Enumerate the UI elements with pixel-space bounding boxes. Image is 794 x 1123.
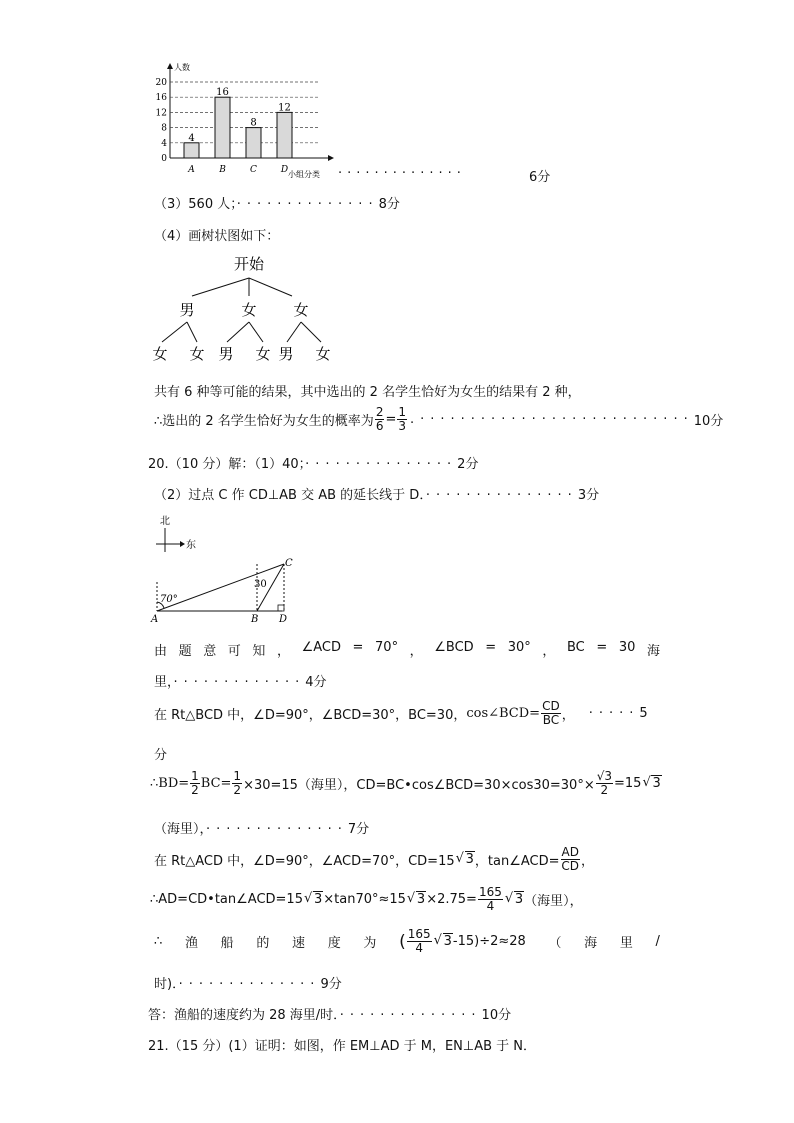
bar-A	[184, 143, 199, 158]
q20-part1: 20.（10 分）解：（1）40；···············2分	[148, 457, 479, 472]
known-word: =	[352, 640, 364, 655]
fraction: $\frac{1}{3}$	[398, 405, 406, 433]
tree-l1-1: 女	[241, 301, 257, 319]
fraction: $\frac{CD}{BC}$	[542, 699, 560, 727]
tree-l2-0: 女	[152, 345, 168, 363]
y-tick-label: 20	[155, 78, 167, 88]
fraction: $\frac{AD}{CD}$	[561, 845, 580, 873]
tree-diagram	[145, 250, 345, 365]
label-B: B	[251, 614, 259, 624]
y-tick-label: 4	[161, 138, 167, 149]
score-8: 8分	[378, 197, 400, 212]
probability-line: ∴选出的 2 名学生恰好为女生的概率为 $\frac{2}{6}$ = $\frac{1}{3}$ .··························· 10分	[154, 405, 724, 433]
y-tick-label: 16	[155, 93, 167, 104]
sqrt: √ 3	[304, 892, 323, 907]
known-word: ，	[542, 644, 556, 659]
data-label-A: 4	[188, 132, 195, 144]
dot-leader: ·············	[173, 675, 306, 690]
bar-C	[246, 128, 261, 158]
geometry-figure	[150, 512, 300, 624]
sqrt: √ 3	[642, 776, 661, 791]
score-5-unit: 分	[154, 748, 168, 763]
known-word: 海	[646, 644, 660, 659]
bd-line: ∴BD= $\frac{1}{2}$ BC= $\frac{1}{2}$ ×30=15（海里），CD=BC•cos∠BCD=30×cos30=30°× $\frac{√3}{2}$ =15 √ 3	[150, 770, 662, 797]
known-line	[154, 640, 660, 659]
score-7: 7分	[347, 822, 370, 837]
sqrt: √ 3	[434, 934, 453, 949]
tree-l2-5: 女	[315, 345, 331, 363]
ad-line: ∴AD=CD•tan∠ACD=15 √ 3 ×tan70°≈15 √ 3 ×2.75= $\frac{165}{4}$ √ 3 （海里），	[150, 886, 583, 913]
known-word: ，	[276, 644, 290, 659]
part3-answer: （3）560 人；··············8分	[154, 197, 400, 212]
tree-l2-2: 男	[218, 345, 234, 363]
speed-line: ∴ 渔 船 的 速 度 为 ( $\frac{165}{4}$ √ 3 -15)÷2≈28 （ 海 里 /	[154, 928, 660, 955]
rt-acd-line: 在 Rt△ACD 中，∠D=90°，∠ACD=70°，CD=15 √ 3 ，tan∠ACD= $\frac{AD}{CD}$ ，	[154, 846, 594, 873]
known-word: 30	[618, 640, 636, 655]
known-word: =	[596, 640, 608, 655]
tree-l2-4: 男	[278, 345, 294, 363]
known-word: 题	[178, 644, 192, 659]
label-30: 30	[254, 579, 267, 590]
tree-l2-3: 女	[255, 345, 271, 363]
fraction: $\frac{165}{4}$	[478, 885, 502, 913]
label-A: A	[151, 614, 159, 624]
known-word: ∠BCD	[434, 640, 474, 655]
score-6: 6分	[529, 170, 551, 185]
x-axis-arrow	[328, 155, 334, 161]
known-word: 30°	[507, 640, 531, 655]
bar-D	[277, 112, 292, 158]
score-9: 9分	[320, 977, 342, 992]
known-word: =	[485, 640, 497, 655]
fraction: $\frac{2}{6}$	[375, 405, 384, 433]
y-tick-label: 0	[161, 154, 167, 164]
y-tick-label: 8	[161, 123, 167, 134]
speed-expression: ( $\frac{165}{4}$ √ 3 -15)÷2≈28	[399, 928, 526, 955]
dot-leader: ··············	[236, 197, 379, 212]
dot-leader: ··············	[178, 977, 321, 992]
fraction: $\frac{1}{2}$	[233, 769, 242, 797]
label-C: C	[285, 558, 293, 569]
score-4: 4分	[305, 675, 327, 690]
sqrt: √ 3	[505, 892, 524, 907]
bar-chart	[148, 62, 398, 182]
fraction: $\frac{1}{2}$	[191, 769, 199, 797]
tree-l1-2: 女	[293, 301, 309, 319]
sqrt: √ 3	[456, 852, 475, 867]
compass-north: 北	[160, 516, 170, 527]
score-5: 5	[639, 706, 648, 721]
category-label-C: C	[250, 165, 257, 175]
compass-east: 东	[186, 540, 196, 551]
known-word: ，	[409, 644, 423, 659]
q21-line: 21.（15 分）(1）证明：如图，作 EM⊥AD 于 M，EN⊥AB 于 N．	[148, 1039, 537, 1054]
fraction: $\frac{√3}{2}$	[596, 769, 613, 797]
rt-bcd-line: 在 Rt△BCD 中，∠D=90°，∠BCD=30°，BC=30， cos∠BCD= $\frac{CD}{BC}$ ， ····· 5	[154, 699, 648, 727]
score-2: 2分	[457, 457, 479, 472]
category-label-A: A	[188, 165, 195, 175]
result-text: 共有 6 种等可能的结果，其中选出的 2 名学生恰好为女生的结果有 2 种，	[154, 385, 581, 400]
final-answer: 答：渔船的速度约为 28 海里/时．··············10分	[148, 1008, 512, 1023]
fraction: $\frac{165}{4}$	[407, 927, 431, 955]
score-3: 3分	[577, 488, 600, 503]
bar-B	[215, 97, 230, 158]
part4-title: （4）画树状图如下：	[154, 229, 280, 244]
dot-leader: .···························	[410, 412, 694, 427]
known-word: 知	[252, 644, 266, 659]
label-70: 70°	[160, 594, 178, 605]
category-label-D: D	[280, 165, 289, 175]
q20-part2: （2）过点 C 作 CD⊥AB 交 AB 的延长线于 D．···············3分	[154, 488, 600, 503]
tree-root: 开始	[233, 255, 265, 273]
dot-leader: ··············	[206, 822, 348, 837]
y-tick-label: 12	[155, 108, 167, 119]
data-label-D: 12	[278, 102, 291, 114]
speed-line-2: 时)．··············9分	[154, 977, 342, 992]
known-word: 由	[154, 644, 168, 659]
score-10b: 10分	[481, 1008, 512, 1023]
dot-leader: ··············	[339, 1008, 482, 1023]
data-label-C: 8	[250, 117, 257, 129]
tree-l2-1: 女	[189, 345, 205, 363]
dot-leader: ···············	[305, 457, 458, 472]
score-10: 10分	[693, 414, 724, 429]
category-label-B: B	[219, 165, 226, 175]
x-axis-label: 小组分类	[288, 170, 320, 179]
sqrt: √ 3	[407, 892, 426, 907]
data-label-B: 16	[216, 87, 229, 99]
y-axis-label: 人数	[174, 63, 190, 72]
known-word: 70°	[375, 640, 399, 655]
label-D: D	[279, 614, 288, 624]
bd-line-2: （海里），··············7分	[154, 822, 370, 837]
dot-leader: ·····	[588, 706, 640, 721]
tree-l1-0: 男	[179, 301, 195, 319]
dot-leader: ··············	[338, 166, 466, 181]
known-line-2: 里，·············4分	[154, 675, 327, 690]
known-word: ∠ACD	[301, 640, 341, 655]
known-word: 意	[203, 644, 217, 659]
dot-leader: ···············	[425, 488, 578, 503]
known-word: BC	[566, 640, 585, 655]
y-axis-arrow	[167, 63, 173, 69]
known-word: 可	[227, 644, 241, 659]
